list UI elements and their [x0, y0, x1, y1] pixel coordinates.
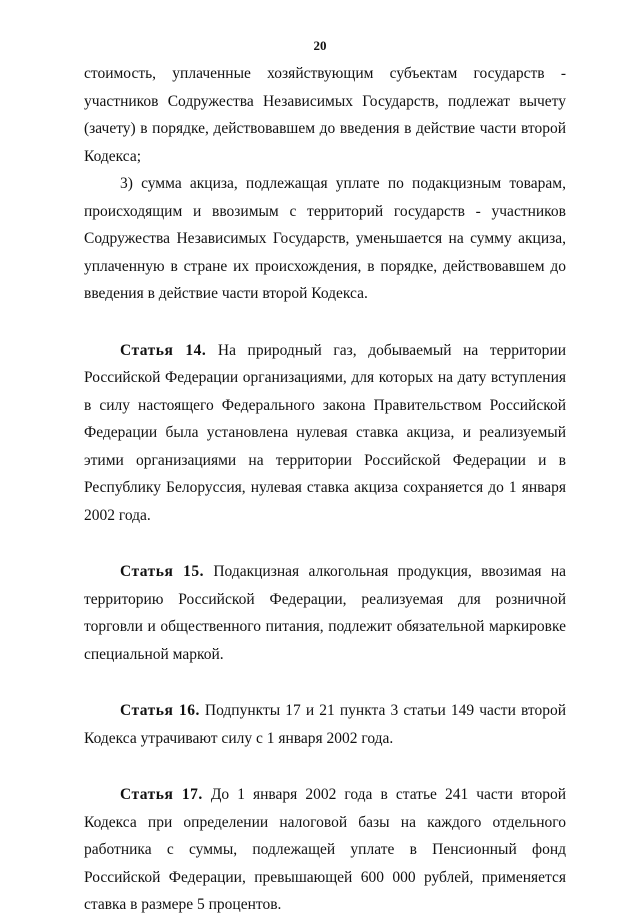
article-16 — [84, 697, 566, 752]
article-17 — [84, 781, 566, 919]
spacer — [84, 752, 566, 781]
article-15 — [84, 558, 566, 668]
article-14-label: Статья 14. — [120, 341, 207, 359]
article-15-label: Статья 15. — [120, 563, 205, 580]
article-14-text: На природный газ, добываемый на территории Российской Федерации организациями, для которых на дату вступления в силу настоящего Федерального закона Правительством Российской Федерации была установлена нулевая ставка акциза, и реализуемый этими организациями на территории Российской Федерации и в Республику Белоруссия, нулевая ставка акциза сохраняется до 1 января 2002 года. — [84, 341, 566, 524]
paragraph-item-3: 3) сумма акциза, подлежащая уплате по подакцизным товарам, происходящим и ввозимым с территорий государств - участников Содружества Независимых Государств, уменьшается на сумму акциза, уплаченную в стране их происхождения, в порядке, действовавшем до введения в действие части второй Кодекса. — [84, 175, 566, 302]
article-16-label: Статья 16. — [120, 702, 200, 719]
article-15-text: Подакцизная алкогольная продукция, ввозимая на территорию Российской Федерации, реализуемая для розничной торговли и общественного питания, подлежит обязательной маркировке специальной маркой. — [84, 563, 566, 663]
paragraph-continuation: стоимость, уплаченные хозяйствующим субъектам государств - участников Содружества Независимых Государств, подлежат вычету (зачету) в порядке, действовавшем до введения в действие части второй Кодекса; — [84, 65, 566, 165]
document-body — [84, 60, 566, 919]
spacer — [84, 529, 566, 558]
page-number: 20 — [313, 38, 327, 53]
article-17-text: До 1 января 2002 года в статье 241 части второй Кодекса при определении налоговой базы на каждого отдельного работника с суммы, подлежащей уплате в Пенсионный фонд Российской Федерации, превышающей 600 000 рублей, применяется ставка в размере 5 процентов. — [84, 786, 566, 913]
article-17-label: Статья 17. — [120, 786, 203, 803]
article-16-text: Подпункты 17 и 21 пункта 3 статьи 149 части второй Кодекса утрачивают силу с 1 января 2002 года. — [84, 702, 567, 747]
spacer — [84, 308, 566, 337]
spacer — [84, 668, 566, 697]
article-14 — [84, 337, 566, 530]
